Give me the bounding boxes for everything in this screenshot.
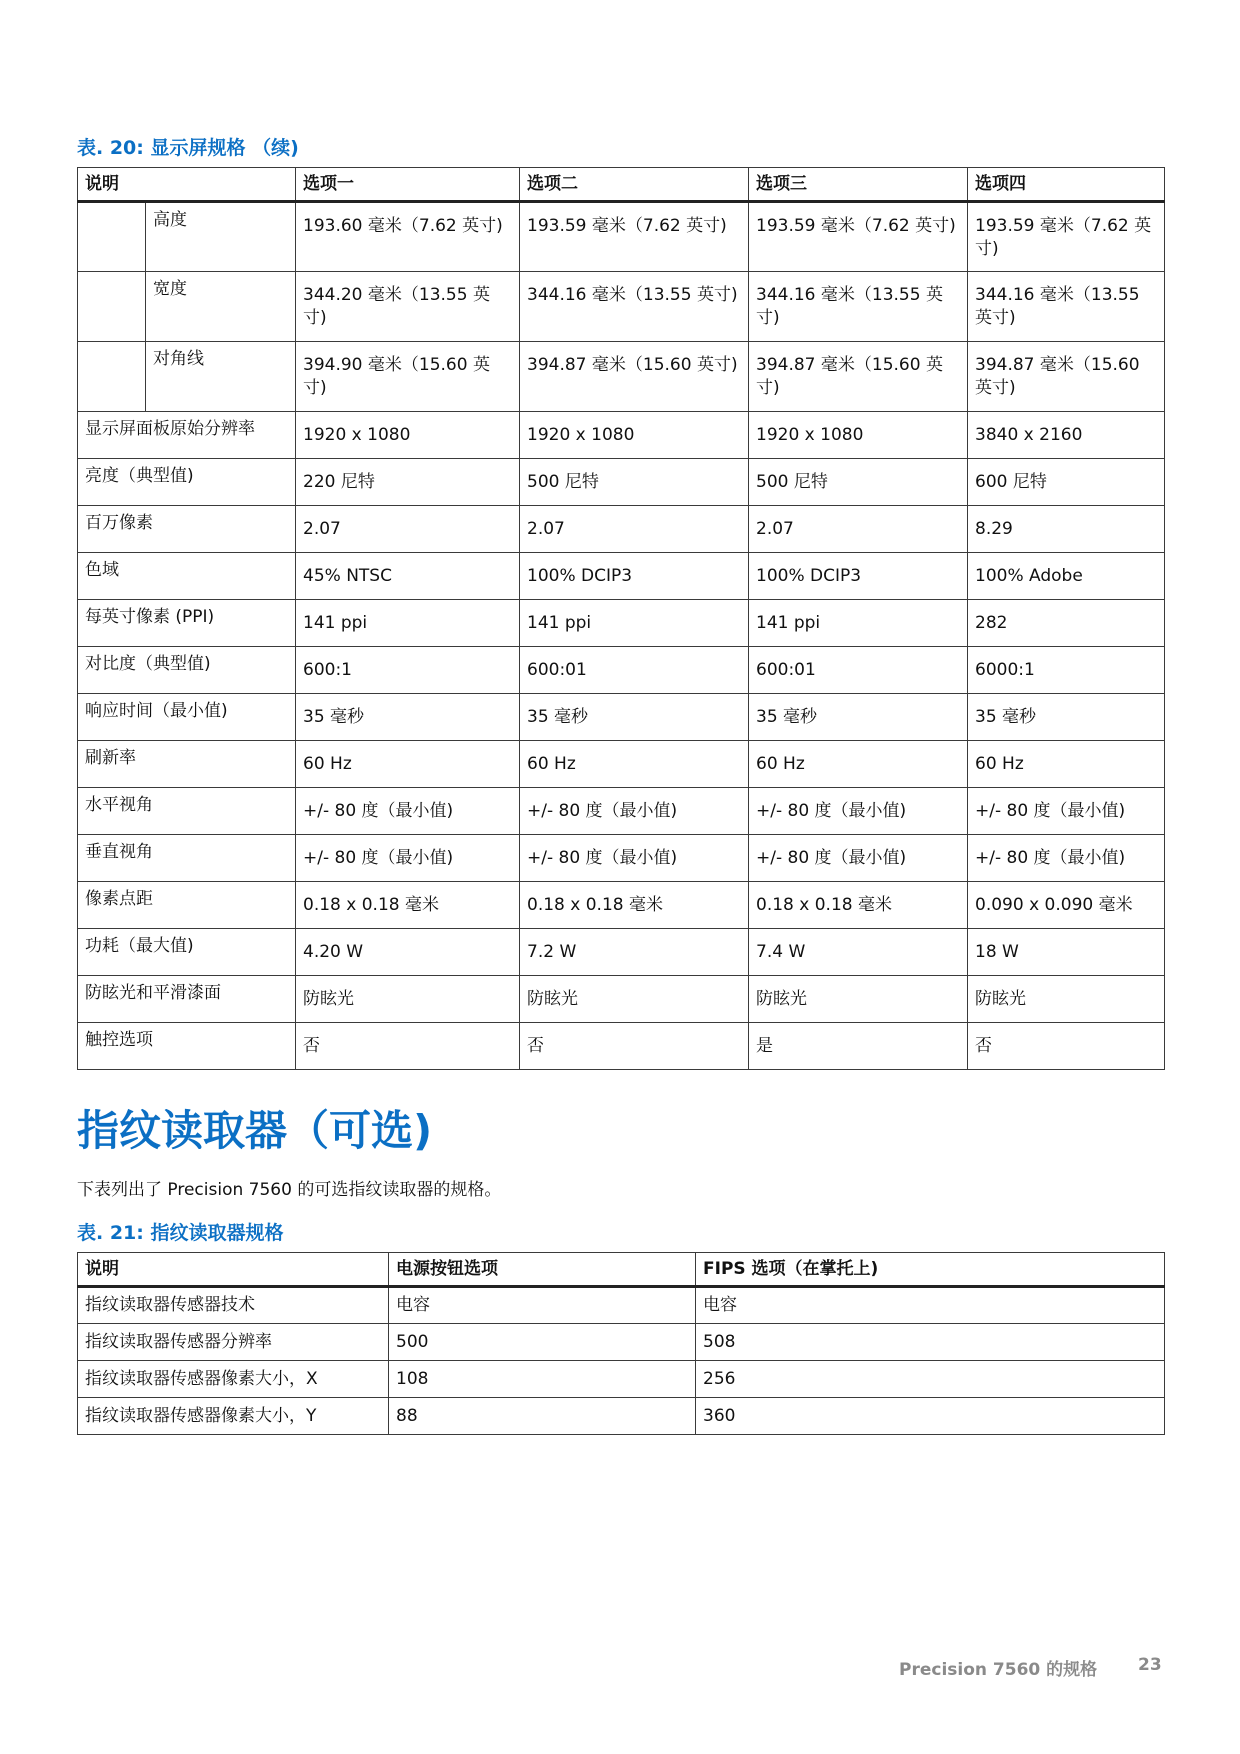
cell-value: 4.20 W: [296, 929, 520, 976]
cell-value: +/- 80 度（最小值): [749, 835, 968, 882]
section-heading: 指纹读取器（可选): [77, 1106, 433, 1155]
header-power-button-option: 电源按钮选项: [389, 1253, 696, 1287]
cell-value: 394.87 毫米（15.60 英寸): [749, 342, 968, 412]
cell-value: 1920 x 1080: [296, 412, 520, 459]
cell-value: 1920 x 1080: [749, 412, 968, 459]
row-label: 触控选项: [78, 1023, 296, 1070]
table-row: [78, 1361, 1165, 1398]
row-label: 对角线: [146, 342, 296, 412]
cell-value: 100% DCIP3: [749, 553, 968, 600]
table-row: [78, 882, 1165, 929]
cell-value: 2.07: [749, 506, 968, 553]
table-row: [78, 600, 1165, 647]
table-row: [78, 412, 1165, 459]
cell-value: 88: [389, 1398, 696, 1435]
table-header-row: [78, 168, 1165, 202]
cell-value: 防眩光: [749, 976, 968, 1023]
table-21-caption: 表. 21: 指纹读取器规格: [77, 1222, 284, 1244]
row-label: 防眩光和平滑漆面: [78, 976, 296, 1023]
table-row: [78, 342, 1165, 412]
cell-value: 35 毫秒: [296, 694, 520, 741]
cell-value: 394.90 毫米（15.60 英寸): [296, 342, 520, 412]
cell-value: 0.18 x 0.18 毫米: [749, 882, 968, 929]
cell-value: 45% NTSC: [296, 553, 520, 600]
cell-value: 0.18 x 0.18 毫米: [296, 882, 520, 929]
row-label: 高度: [146, 202, 296, 272]
table-header-row: [78, 1253, 1165, 1287]
table-row: [78, 506, 1165, 553]
table-row: [78, 553, 1165, 600]
cell-value: 60 Hz: [968, 741, 1165, 788]
row-label: 指纹读取器传感器像素大小，Y: [78, 1398, 389, 1435]
row-label: 指纹读取器传感器像素大小，X: [78, 1361, 389, 1398]
fingerprint-spec-table: [77, 1252, 1165, 1435]
cell-value: 3840 x 2160: [968, 412, 1165, 459]
indent-cell: [78, 272, 146, 342]
table-row: [78, 1324, 1165, 1361]
cell-value: 100% Adobe: [968, 553, 1165, 600]
cell-value: 防眩光: [296, 976, 520, 1023]
cell-value: 60 Hz: [520, 741, 749, 788]
cell-value: 500 尼特: [749, 459, 968, 506]
cell-value: 否: [296, 1023, 520, 1070]
row-label: 功耗（最大值): [78, 929, 296, 976]
cell-value: 193.59 毫米（7.62 英寸): [968, 202, 1165, 272]
table-row: [78, 694, 1165, 741]
cell-value: 是: [749, 1023, 968, 1070]
cell-value: 否: [520, 1023, 749, 1070]
cell-value: 35 毫秒: [968, 694, 1165, 741]
row-label: 水平视角: [78, 788, 296, 835]
table-row: [78, 835, 1165, 882]
cell-value: 35 毫秒: [749, 694, 968, 741]
cell-value: +/- 80 度（最小值): [520, 788, 749, 835]
cell-value: 电容: [389, 1287, 696, 1324]
row-label: 宽度: [146, 272, 296, 342]
cell-value: 60 Hz: [749, 741, 968, 788]
cell-value: 100% DCIP3: [520, 553, 749, 600]
cell-value: 108: [389, 1361, 696, 1398]
cell-value: 2.07: [520, 506, 749, 553]
cell-value: 防眩光: [968, 976, 1165, 1023]
row-label: 百万像素: [78, 506, 296, 553]
row-label: 垂直视角: [78, 835, 296, 882]
cell-value: 0.090 x 0.090 毫米: [968, 882, 1165, 929]
table-row: [78, 1398, 1165, 1435]
cell-value: 344.16 毫米（13.55 英寸): [968, 272, 1165, 342]
header-option-1: 选项一: [296, 168, 520, 202]
row-label: 像素点距: [78, 882, 296, 929]
cell-value: +/- 80 度（最小值): [749, 788, 968, 835]
table-row: [78, 1287, 1165, 1324]
cell-value: 193.60 毫米（7.62 英寸): [296, 202, 520, 272]
cell-value: 508: [696, 1324, 1165, 1361]
cell-value: 344.16 毫米（13.55 英寸): [749, 272, 968, 342]
table-row: [78, 976, 1165, 1023]
header-description: 说明: [78, 1253, 389, 1287]
cell-value: 141 ppi: [520, 600, 749, 647]
cell-value: 2.07: [296, 506, 520, 553]
cell-value: 220 尼特: [296, 459, 520, 506]
row-label: 显示屏面板原始分辨率: [78, 412, 296, 459]
cell-value: 8.29: [968, 506, 1165, 553]
table-row: [78, 272, 1165, 342]
table-row: [78, 202, 1165, 272]
row-label: 对比度（典型值): [78, 647, 296, 694]
cell-value: 141 ppi: [296, 600, 520, 647]
indent-cell: [78, 202, 146, 272]
cell-value: +/- 80 度（最小值): [296, 788, 520, 835]
cell-value: 600:01: [520, 647, 749, 694]
row-label: 每英寸像素 (PPI): [78, 600, 296, 647]
row-label: 色域: [78, 553, 296, 600]
cell-value: 600 尼特: [968, 459, 1165, 506]
cell-value: +/- 80 度（最小值): [296, 835, 520, 882]
cell-value: 193.59 毫米（7.62 英寸): [749, 202, 968, 272]
table-row: [78, 459, 1165, 506]
cell-value: 6000:1: [968, 647, 1165, 694]
cell-value: 360: [696, 1398, 1165, 1435]
cell-value: 344.16 毫米（13.55 英寸): [520, 272, 749, 342]
cell-value: 18 W: [968, 929, 1165, 976]
cell-value: +/- 80 度（最小值): [968, 835, 1165, 882]
page-number: 23: [1138, 1655, 1162, 1675]
header-option-2: 选项二: [520, 168, 749, 202]
header-description: 说明: [78, 168, 296, 202]
row-label: 亮度（典型值): [78, 459, 296, 506]
section-intro: 下表列出了 Precision 7560 的可选指纹读取器的规格。: [77, 1180, 502, 1200]
header-option-4: 选项四: [968, 168, 1165, 202]
row-label: 响应时间（最小值): [78, 694, 296, 741]
row-label: 指纹读取器传感器分辨率: [78, 1324, 389, 1361]
cell-value: 394.87 毫米（15.60 英寸): [520, 342, 749, 412]
cell-value: 394.87 毫米（15.60 英寸): [968, 342, 1165, 412]
table-row: [78, 788, 1165, 835]
row-label: 刷新率: [78, 741, 296, 788]
cell-value: 7.4 W: [749, 929, 968, 976]
table-row: [78, 1023, 1165, 1070]
cell-value: 600:01: [749, 647, 968, 694]
cell-value: 600:1: [296, 647, 520, 694]
cell-value: 141 ppi: [749, 600, 968, 647]
header-option-3: 选项三: [749, 168, 968, 202]
row-label: 指纹读取器传感器技术: [78, 1287, 389, 1324]
cell-value: 256: [696, 1361, 1165, 1398]
cell-value: 60 Hz: [296, 741, 520, 788]
cell-value: +/- 80 度（最小值): [968, 788, 1165, 835]
cell-value: 344.20 毫米（13.55 英寸): [296, 272, 520, 342]
cell-value: 否: [968, 1023, 1165, 1070]
cell-value: 电容: [696, 1287, 1165, 1324]
cell-value: 1920 x 1080: [520, 412, 749, 459]
cell-value: +/- 80 度（最小值): [520, 835, 749, 882]
header-fips-option: FIPS 选项（在掌托上): [696, 1253, 1165, 1287]
footer-title: Precision 7560 的规格: [899, 1660, 1098, 1680]
table-row: [78, 647, 1165, 694]
display-spec-table: [77, 167, 1165, 1070]
cell-value: 500 尼特: [520, 459, 749, 506]
cell-value: 防眩光: [520, 976, 749, 1023]
table-20-caption: 表. 20: 显示屏规格 （续): [77, 137, 299, 159]
table-row: [78, 929, 1165, 976]
cell-value: 282: [968, 600, 1165, 647]
cell-value: 35 毫秒: [520, 694, 749, 741]
cell-value: 7.2 W: [520, 929, 749, 976]
cell-value: 500: [389, 1324, 696, 1361]
indent-cell: [78, 342, 146, 412]
cell-value: 193.59 毫米（7.62 英寸): [520, 202, 749, 272]
cell-value: 0.18 x 0.18 毫米: [520, 882, 749, 929]
table-row: [78, 741, 1165, 788]
